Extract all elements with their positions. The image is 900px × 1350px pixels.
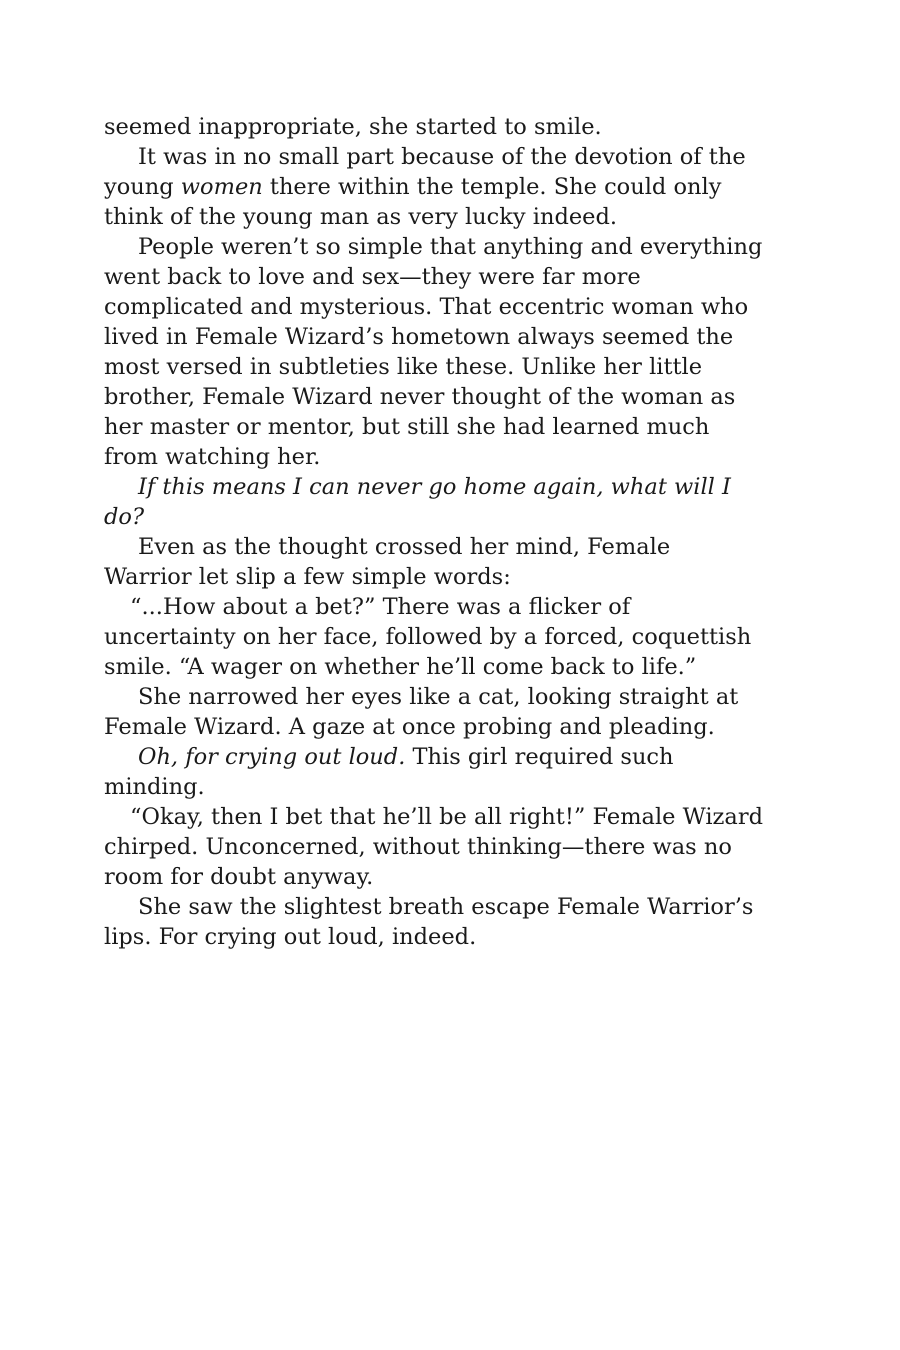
paragraph [104,742,764,802]
paragraph-text: It was in no small part because of the devotion of the young [104,144,746,200]
paragraph-text: there within the temple. She could only think of the young man as very lucky indeed. [104,174,722,230]
emphasis-text: Oh, for crying out loud. [138,744,406,770]
paragraph: She saw the slightest breath escape Female Warrior’s lips. For crying out loud, indeed. [104,894,754,950]
paragraph: People weren’t so simple that anything and everything went back to love and sex—they were far more complicated and mysterious. That eccentric woman who lived in Female Wizard’s hometown always seemed the most versed in subtleties like these. Unlike her little brother, Female Wizard never thought of the woman as her master or mentor, but still she had learned much from watching her. [104,234,763,470]
page-body [104,112,764,952]
paragraph: seemed inappropriate, she started to smile. [104,114,602,140]
paragraph: Even as the thought crossed her mind, Female Warrior let slip a few simple words: [104,534,671,590]
dialogue-paragraph: “Okay, then I bet that he’ll be all right!” Female Wizard chirped. Unconcerned, without thinking—there was no room for doubt anyway. [104,804,763,890]
dialogue-paragraph: “...How about a bet?” There was a flicker of uncertainty on her face, followed by a forced, coquettish smile. “A wager on whether he’ll come back to life.” [104,594,752,680]
emphasis-text: women [180,174,263,200]
inner-thought-paragraph: If this means I can never go home again, what will I do? [104,474,731,530]
paragraph [104,142,764,232]
paragraph-text: This girl required such minding. [104,744,674,800]
paragraph: She narrowed her eyes like a cat, looking straight at Female Wizard. A gaze at once probing and pleading. [104,684,739,740]
